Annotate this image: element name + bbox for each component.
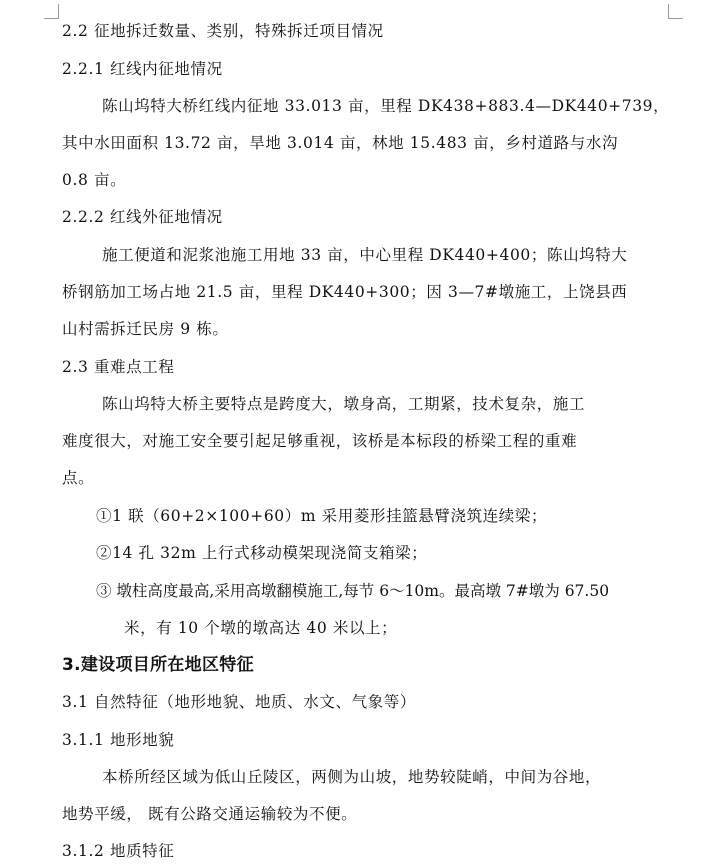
paragraph-line: 陈山坞特大桥红线内征地 33.013 亩，里程 DK438+883.4—DK440+739， (102, 97, 670, 115)
paragraph-line: 点。 (62, 469, 95, 487)
section-heading-2-3: 2.3 重难点工程 (62, 358, 175, 376)
paragraph-line: 本桥所经区域为低山丘陵区，两侧为山坡，地势较陡峭，中间为谷地， (102, 768, 602, 786)
section-heading-2-2: 2.2 征地拆迁数量、类别，特殊拆迁项目情况 (62, 22, 384, 40)
paragraph-line: 难度很大，对施工安全要引起足够重视，该桥是本标段的桥梁工程的重难 (62, 432, 578, 450)
subsection-heading-3-1-1: 3.1.1 地形地貌 (62, 731, 175, 749)
list-item-2: ②14 孔 32m 上行式移动模架现浇简支箱梁； (96, 544, 428, 562)
paragraph-line: 0.8 亩。 (62, 171, 127, 189)
paragraph-line: 山村需拆迁民房 9 栋。 (62, 320, 229, 338)
paragraph-line: 其中水田面积 13.72 亩，旱地 3.014 亩，林地 15.483 亩，乡村道路与水沟 (62, 134, 619, 152)
subsection-heading-2-2-2: 2.2.2 红线外征地情况 (62, 208, 223, 226)
paragraph-line: 陈山坞特大桥主要特点是跨度大，墩身高，工期紧，技术复杂，施工 (102, 395, 586, 413)
paragraph-line: 施工便道和泥浆池施工用地 33 亩，中心里程 DK440+400；陈山坞特大 (102, 246, 628, 264)
section-heading-3: 3.建设项目所在地区特征 (62, 655, 254, 675)
subsection-heading-2-2-1: 2.2.1 红线内征地情况 (62, 60, 223, 78)
list-item-3: ③ 墩柱高度最高,采用高墩翻模施工,每节 6～10m。最高墩 7#墩为 67.50 (96, 582, 610, 600)
list-item-1: ①1 联（60+2×100+60）m 采用菱形挂篮悬臂浇筑连续梁； (96, 507, 548, 525)
page-corner-mark-top-right (668, 4, 683, 19)
paragraph-line: 地势平缓， 既有公路交通运输较为不便。 (62, 805, 358, 823)
paragraph-line: 桥钢筋加工场占地 21.5 亩，里程 DK440+300；因 3—7#墩施工，上饶县西 (62, 283, 628, 301)
page-corner-mark-top-left (44, 4, 59, 19)
list-item-3-continuation: 米，有 10 个墩的墩高达 40 米以上； (124, 619, 398, 637)
subsection-heading-3-1-2: 3.1.2 地质特征 (62, 842, 175, 860)
section-heading-3-1: 3.1 自然特征（地形地貌、地质、水文、气象等） (62, 693, 416, 711)
